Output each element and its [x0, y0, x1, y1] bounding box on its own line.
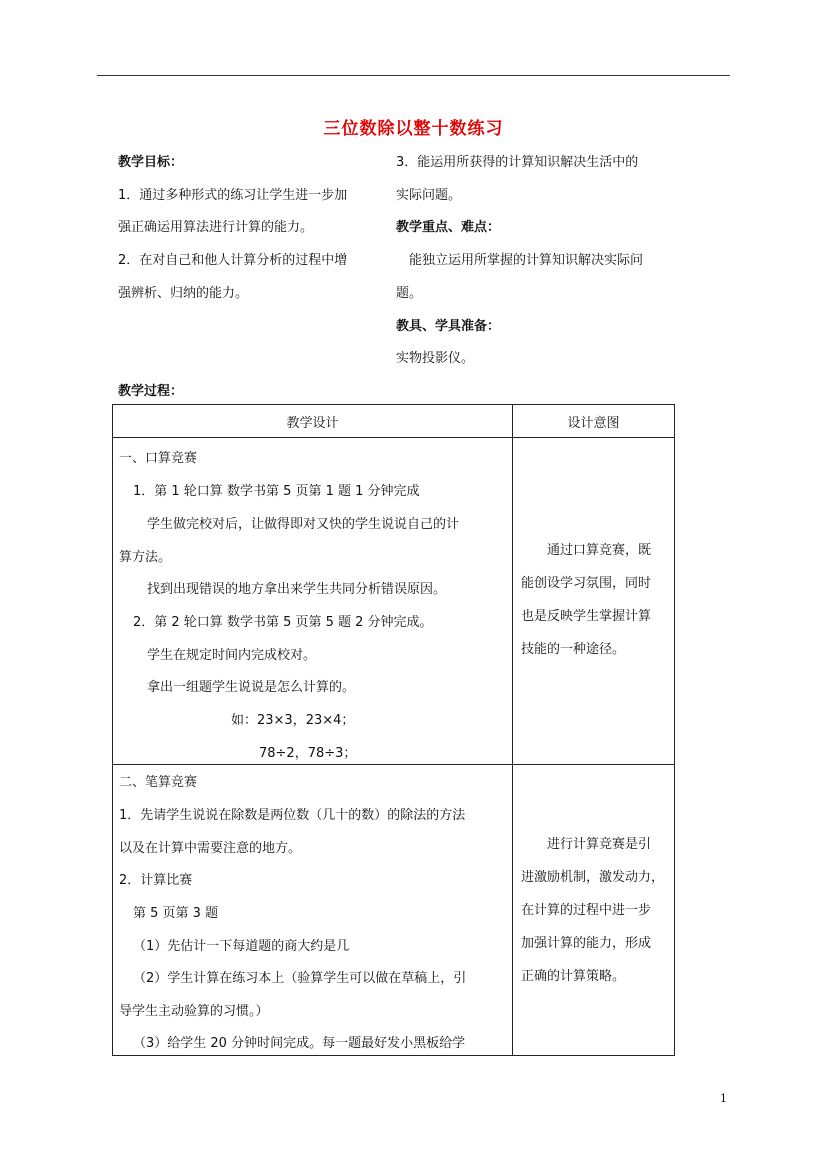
- table-text-line: （1）先估计一下每道题的商大约是几: [133, 939, 350, 954]
- section-heading: 一、口算竞赛: [119, 451, 198, 466]
- column-header-intent: 设计意图: [513, 405, 675, 438]
- table-text-line: 拿出一组题学生说说是怎么计算的。: [147, 680, 356, 695]
- table-text-line: （3）给学生 20 分钟时间完成。每一题最好发小黑板给学: [133, 1036, 466, 1051]
- column-header-design: 教学设计: [113, 405, 513, 438]
- key-points-line: 题。: [396, 286, 423, 301]
- key-points-line: 能独立运用所掌握的计算知识解决实际问: [409, 253, 644, 268]
- design-cell: [113, 438, 513, 765]
- intent-line: 在计算的过程中进一步: [521, 903, 652, 918]
- table-text-line: 找到出现错误的地方拿出来学生共同分析错误原因。: [147, 582, 447, 597]
- lesson-table: [112, 404, 675, 1056]
- table-text-line: 第 5 页第 3 题: [133, 906, 219, 921]
- table-text-line: 如：23×3，23×4；: [231, 713, 355, 728]
- objective-line: 强辨析、归纳的能力。: [118, 286, 249, 301]
- intent-line: 正确的计算策略。: [521, 969, 626, 984]
- objective-line: 2．在对自己和他人计算分析的过程中增: [118, 253, 348, 268]
- tools-heading: 教具、学具准备：: [396, 319, 501, 334]
- objective-line: 1．通过多种形式的练习让学生进一步加: [118, 188, 348, 203]
- intent-text: [521, 534, 668, 666]
- table-text-line: 1．第 1 轮口算 数学书第 5 页第 1 题 1 分钟完成: [133, 484, 420, 499]
- objective-line: 实际问题。: [396, 188, 462, 203]
- design-cell: [113, 765, 513, 1056]
- objective-line: 3．能运用所获得的计算知识解决生活中的: [396, 155, 639, 170]
- table-text-line: 2．计算比赛: [119, 873, 193, 888]
- intent-cell: [513, 765, 675, 1056]
- table-row: [113, 765, 675, 1056]
- table-header-row: [113, 405, 675, 438]
- table-row: [113, 438, 675, 765]
- intent-line: 也是反映学生掌握计算: [521, 609, 652, 624]
- section-heading: 二、笔算竞赛: [119, 775, 198, 790]
- intent-line: 通过口算竞赛，既: [547, 543, 652, 558]
- process-heading: 教学过程：: [118, 384, 184, 399]
- intent-line: 进激励机制，激发动力，: [521, 870, 665, 885]
- table-text-line: 2．第 2 轮口算 数学书第 5 页第 5 题 2 分钟完成。: [133, 615, 433, 630]
- table-text-line: 78÷2，78÷3；: [259, 746, 357, 761]
- intent-line: 能创设学习氛围，同时: [521, 576, 652, 591]
- key-points-heading: 教学重点、难点：: [396, 220, 501, 235]
- objective-line: 强正确运用算法进行计算的能力。: [118, 220, 314, 235]
- intent-text: [521, 828, 668, 993]
- objectives-heading: 教学目标：: [118, 155, 184, 170]
- table-text-line: 学生做完校对后，让做得即对又快的学生说说自己的计: [147, 517, 460, 532]
- table-text-line: 学生在规定时间内完成校对。: [147, 648, 317, 663]
- tools-text: 实物投影仪。: [396, 351, 475, 366]
- intent-line: 技能的一种途径。: [521, 642, 626, 657]
- intent-line: 进行计算竞赛是引: [547, 837, 652, 852]
- table-text-line: 1．先请学生说说在除数是两位数（几十的数）的除法的方法: [119, 808, 466, 823]
- table-text-line: 算方法。: [119, 550, 172, 565]
- header-rule: [97, 75, 730, 76]
- table-text-line: 以及在计算中需要注意的地方。: [119, 841, 302, 856]
- table-text-line: 导学生主动验算的习惯。）: [119, 1004, 269, 1019]
- table-text-line: （2）学生计算在练习本上（验算学生可以做在草稿上，引: [133, 971, 467, 986]
- page-title: 三位数除以整十数练习: [323, 119, 504, 139]
- intent-cell: [513, 438, 675, 765]
- page-number: 1: [720, 1092, 727, 1105]
- intent-line: 加强计算的能力，形成: [521, 936, 652, 951]
